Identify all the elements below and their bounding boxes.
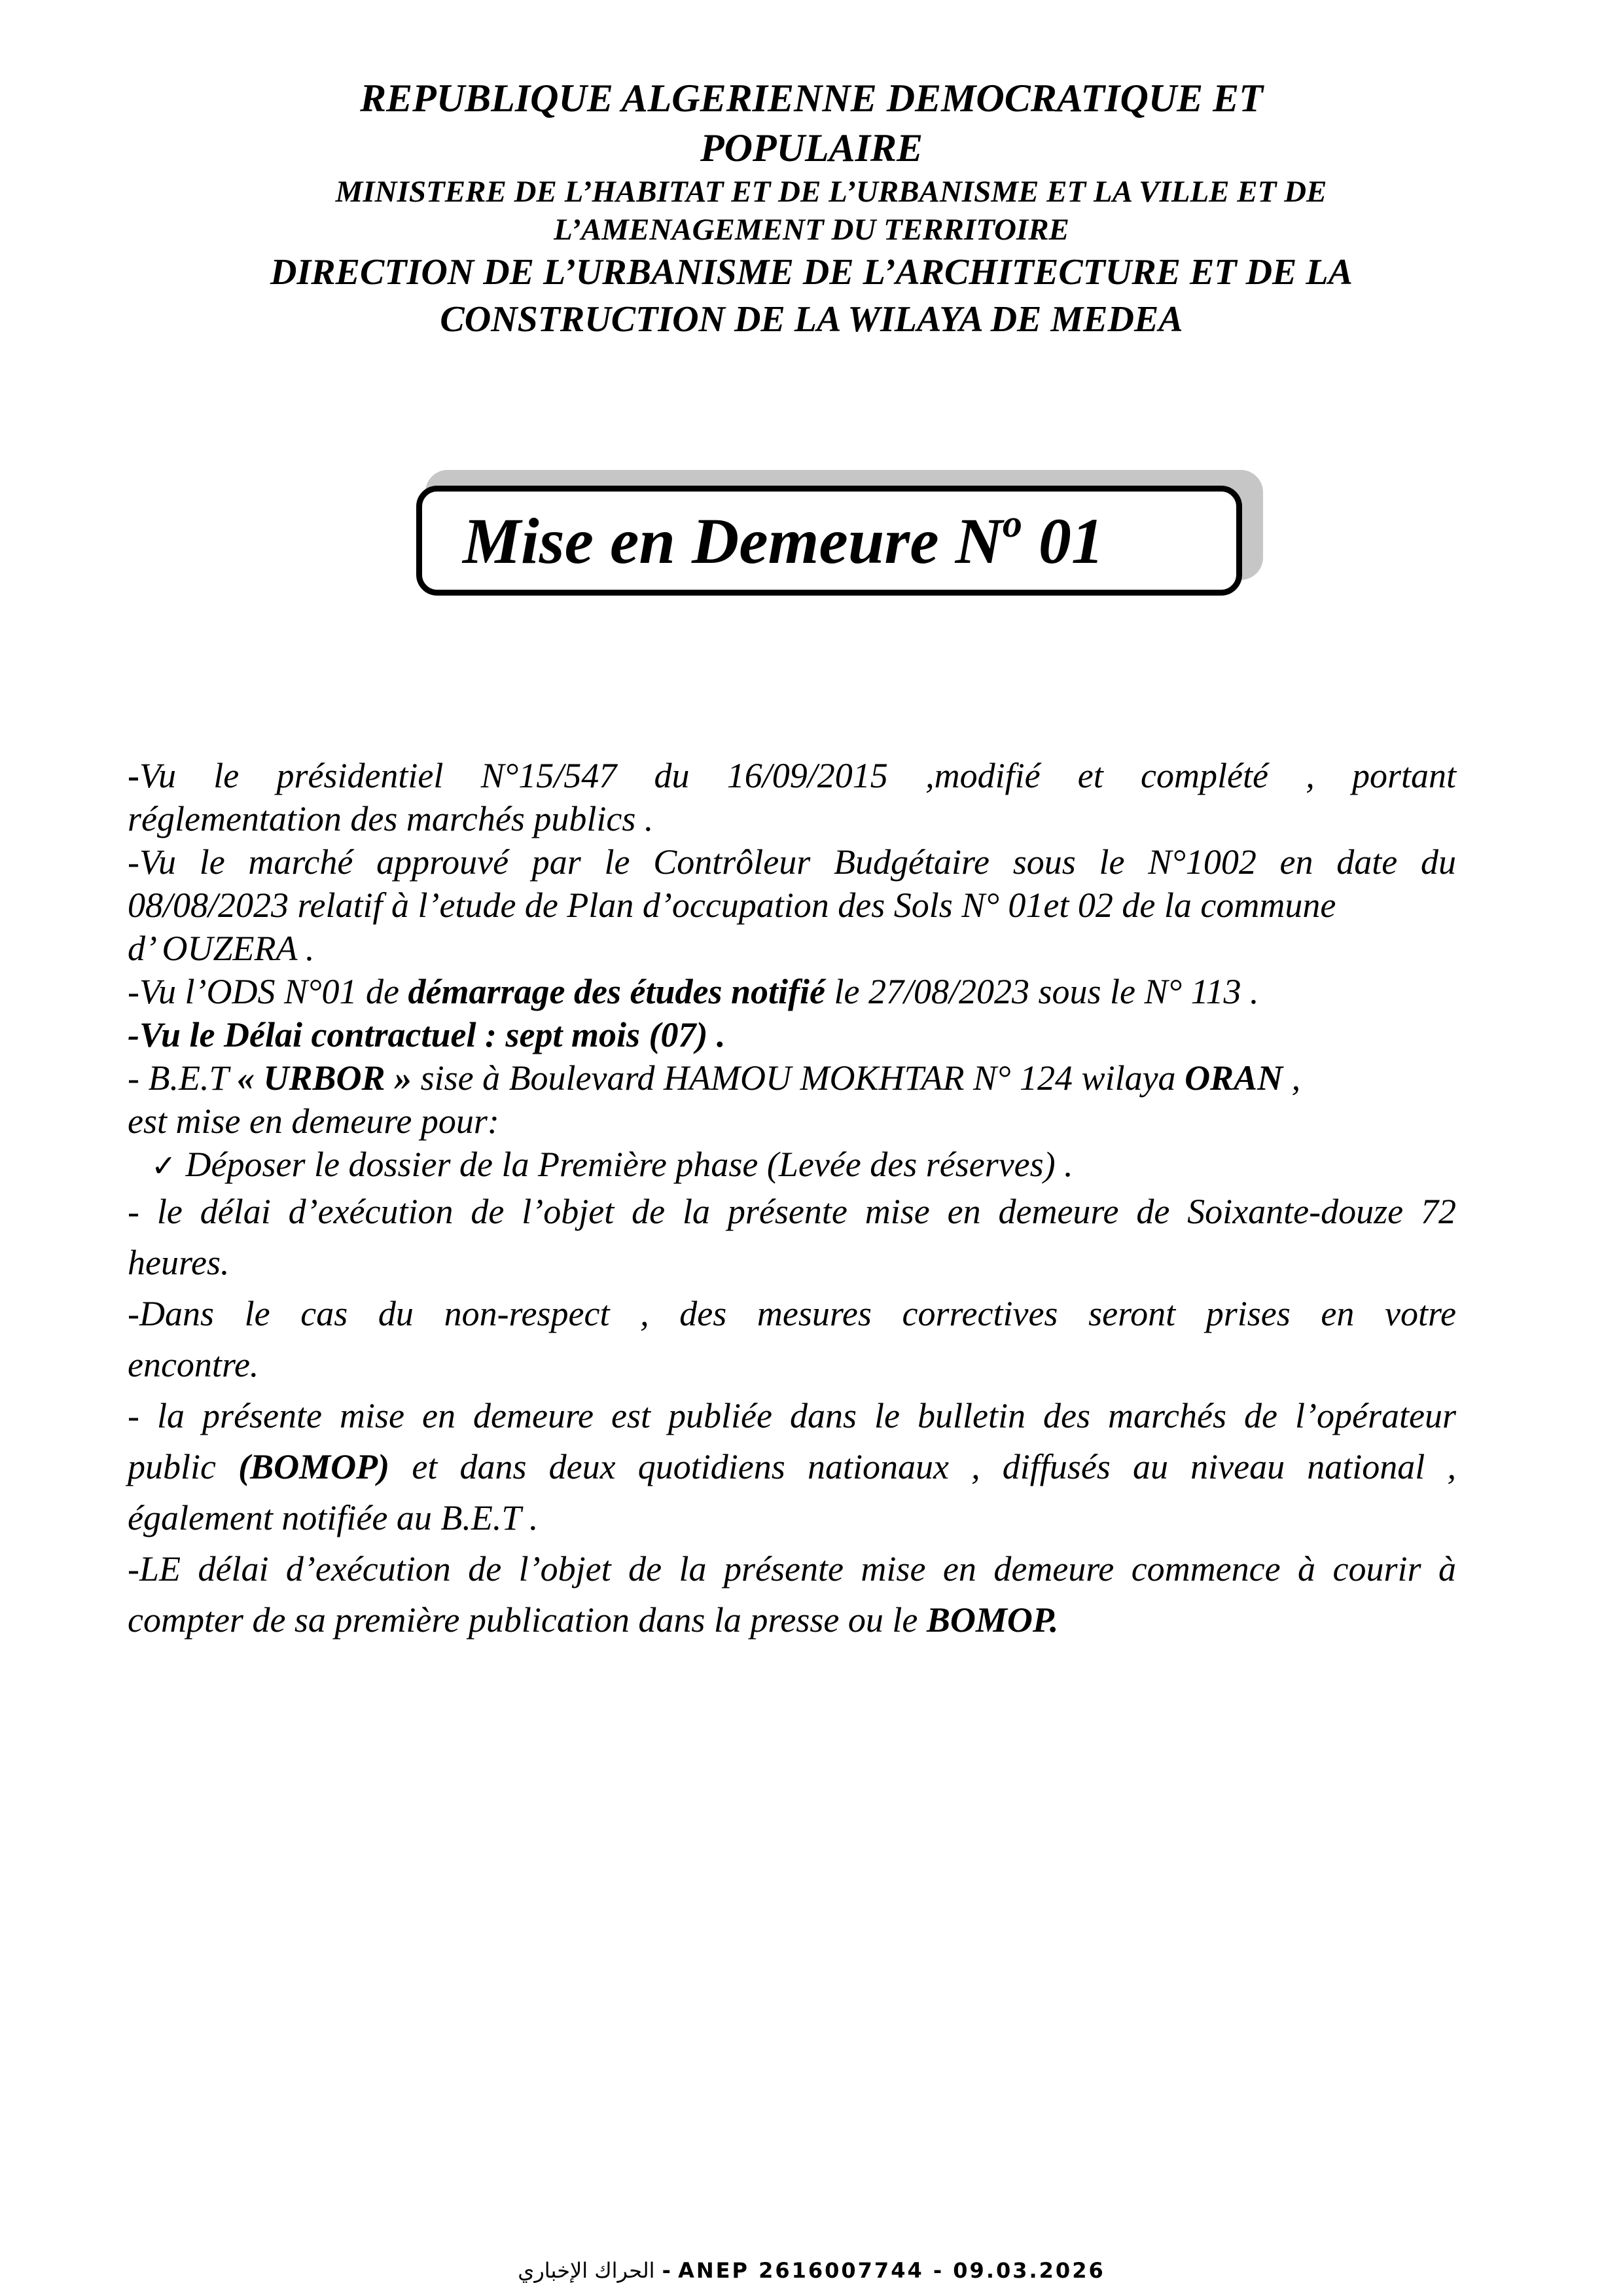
bullet-text: Déposer le dossier de la Première phase (Levée des réserves) . (185, 1145, 1073, 1184)
publication-text-c: et dans deux quotidiens nationaux , diffusés au niveau national , (389, 1447, 1456, 1486)
publication-text-a: public (128, 1447, 239, 1486)
title-box (416, 486, 1242, 596)
footer-publisher: الحراك الإخباري (518, 2258, 655, 2283)
checkmark-icon: ✓ (151, 1148, 177, 1183)
title-prefix: Mise en Demeure N (463, 505, 1003, 577)
start-text-a: compter de sa première publication dans la presse ou le (128, 1600, 927, 1640)
ods-text-c: le 27/08/2023 sous le N° 113 . (825, 972, 1259, 1011)
paragraph-market-line2: 08/08/2023 relatif à l’etude de Plan d’occupation des Sols N° 01et 02 de la commune (128, 886, 1336, 925)
footer-anep-code: - ANEP 2616007744 - 09.03.2026 (654, 2258, 1105, 2283)
document-header (183, 73, 1440, 343)
paragraph-market-line3: d’ OUZERA . (128, 929, 315, 968)
header-ministry-line2: L’AMENAGEMENT DU TERRITOIRE (554, 213, 1069, 247)
bet-text-e: , (1283, 1058, 1301, 1098)
paragraph-market-line1: -Vu le marché approuvé par le Contrôleur Budgétaire sous le N°1002 en date du (128, 842, 1456, 882)
decree-dash: - (128, 756, 139, 795)
ods-text-a: -Vu l’ODS N°01 de (128, 972, 408, 1011)
paragraph-execution-line2: heures. (128, 1243, 230, 1282)
page-footer (0, 2258, 1623, 2283)
header-republic-line2: POPULAIRE (700, 126, 923, 170)
document-body (128, 754, 1456, 1645)
bet-wilaya: ORAN (1185, 1058, 1283, 1098)
title-superscript: o (1002, 502, 1022, 545)
paragraph-decree-line1 (128, 754, 1456, 797)
header-direction-line2: CONSTRUCTION DE LA WILAYA DE MEDEA (440, 299, 1183, 340)
paragraph-publication-line3: également notifiée au B.E.T . (128, 1498, 539, 1537)
paragraph-measures-line2: encontre. (128, 1345, 259, 1384)
bet-text-c: sise à Boulevard HAMOU MOKHTAR N° 124 wilaya (412, 1058, 1185, 1098)
ods-text-bold: démarrage des études notifié (408, 972, 825, 1011)
paragraph-publication-line1: - la présente mise en demeure est publiée dans le bulletin des marchés de l’opérateur (128, 1396, 1456, 1435)
paragraph-ods (128, 970, 1456, 1013)
header-republic-line1: REPUBLIQUE ALGERIENNE DEMOCRATIQUE ET (360, 77, 1263, 120)
publication-bomop: (BOMOP) (238, 1447, 390, 1486)
paragraph-publication-line2 (128, 1441, 1456, 1492)
paragraph-measures-line1: -Dans le cas du non-respect , des mesures correctives seront prises en votre (128, 1294, 1456, 1333)
header-direction-line1: DIRECTION DE L’URBANISME DE L’ARCHITECTURE ET DE LA (270, 252, 1353, 293)
bet-text-a: - B.E.T (128, 1058, 238, 1098)
paragraph-delay: -Vu le Délai contractuel : sept mois (07) . (128, 1015, 726, 1054)
decree-text-1: Vu le présidentiel N°15/547 du 16/09/2015 ,modifié et complété , portant (139, 756, 1456, 795)
start-bomop: BOMOP. (926, 1600, 1059, 1640)
paragraph-start-line1: -LE délai d’exécution de l’objet de la présente mise en demeure commence à courir à (128, 1549, 1456, 1588)
bullet-item (128, 1143, 1456, 1186)
paragraph-bet-line1 (128, 1056, 1456, 1100)
bet-name: « URBOR » (237, 1058, 412, 1098)
paragraph-start-line2 (128, 1594, 1456, 1645)
paragraph-bet-line2: est mise en demeure pour: (128, 1102, 499, 1141)
document-title (463, 502, 1104, 581)
paragraph-execution-line1: - le délai d’exécution de l’objet de la présente mise en demeure de Soixante-douze 72 (128, 1192, 1456, 1231)
title-number: 01 (1022, 505, 1104, 577)
header-ministry-line1: MINISTERE DE L’HABITAT ET DE L’URBANISME ET LA VILLE ET DE (335, 175, 1327, 209)
paragraph-decree-line2: réglementation des marchés publics . (128, 799, 654, 838)
